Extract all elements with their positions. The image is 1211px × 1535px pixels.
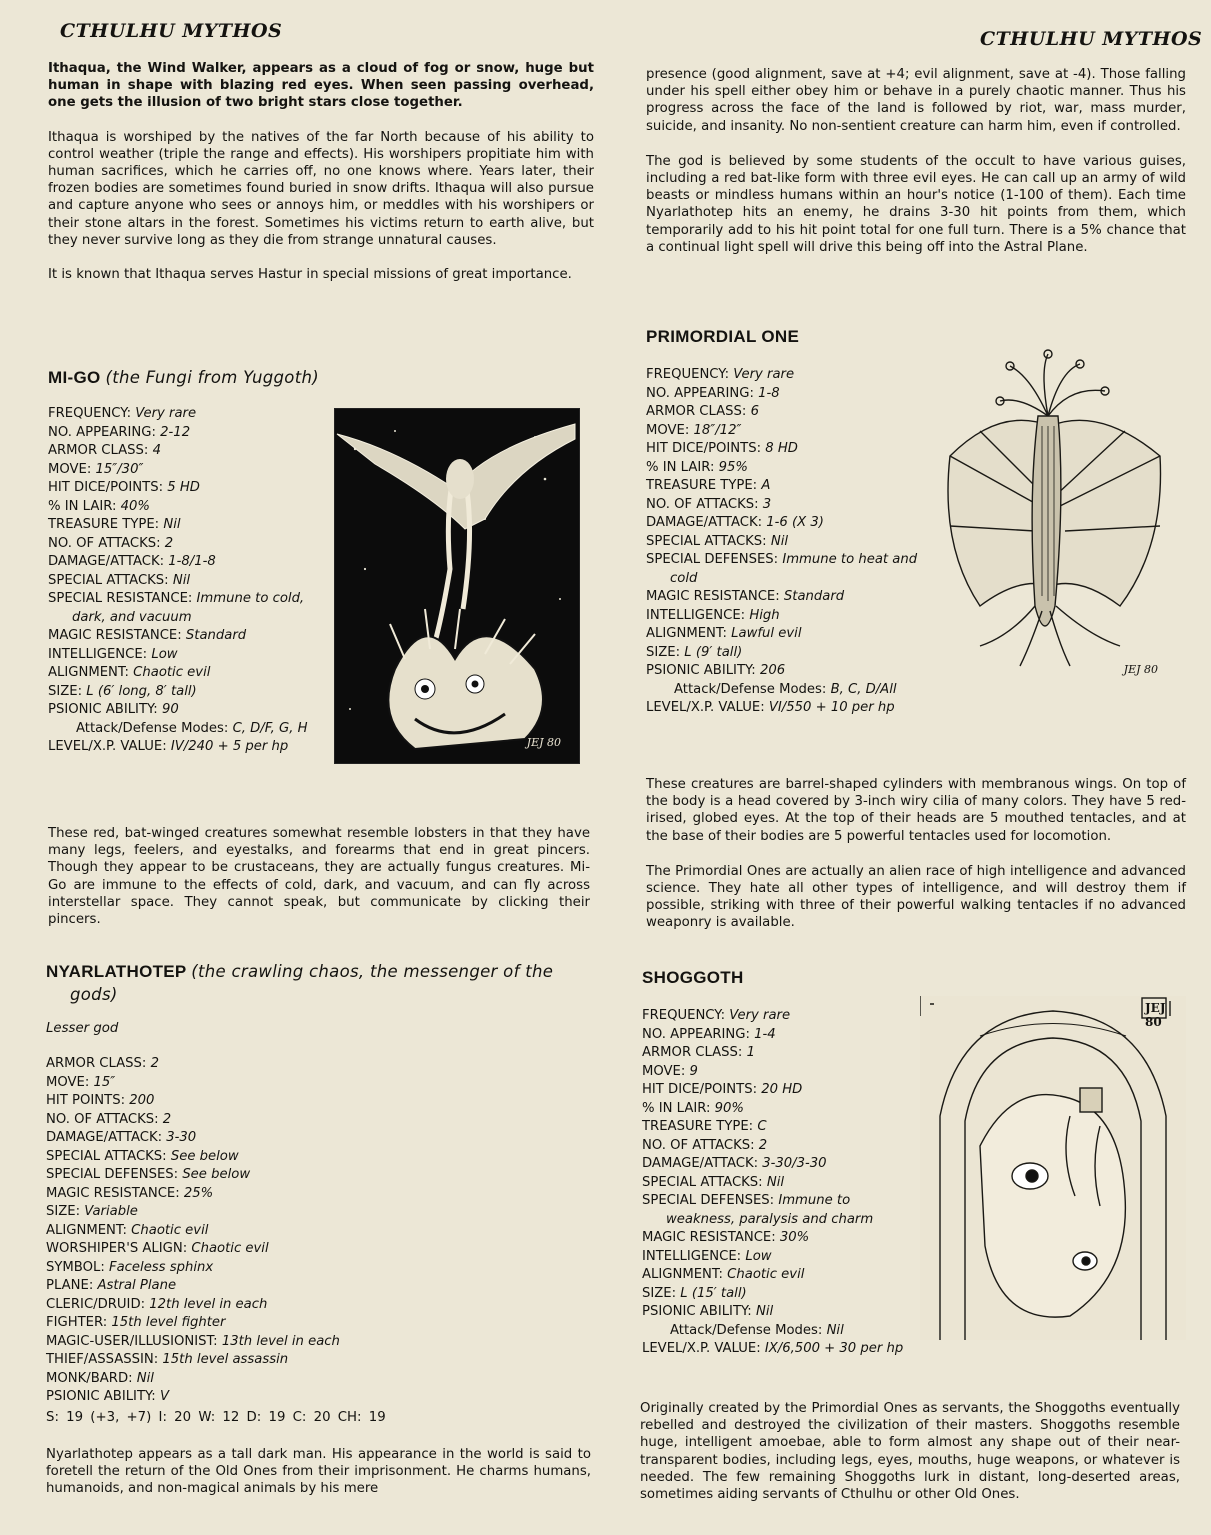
shoggoth-stat-value: IX/6,500 + 30 per hp bbox=[764, 1341, 904, 1356]
migo-stat-value: L (6′ long, 8′ tall) bbox=[86, 683, 197, 699]
shoggoth-stat-value: Nil bbox=[766, 1174, 785, 1190]
migo-drawing bbox=[335, 409, 579, 763]
nyarlathotep-stat-value: 3-30 bbox=[166, 1130, 197, 1146]
shoggoth-stat-label: SIZE: bbox=[642, 1285, 677, 1301]
shoggoth-stat-value: 20 HD bbox=[761, 1082, 803, 1097]
migo-stat-label: SPECIAL RESISTANCE: bbox=[48, 591, 193, 606]
primordial-one-illustration bbox=[920, 346, 1186, 686]
primordial-one-heading: PRIMORDIAL ONE bbox=[646, 327, 800, 346]
primordial-one-stat-label: ARMOR CLASS: bbox=[646, 404, 747, 419]
nyarlathotep-stat-label: PSIONIC ABILITY: bbox=[46, 1389, 156, 1405]
primordial-one-stat-row bbox=[646, 533, 926, 552]
shoggoth-stat-value: 30% bbox=[779, 1230, 810, 1245]
shoggoth-stat-row bbox=[642, 1174, 922, 1193]
nyarlathotep-stat-row bbox=[46, 1166, 591, 1185]
primordial-one-stat-row bbox=[646, 496, 926, 515]
shoggoth-stat-row bbox=[642, 1081, 922, 1100]
primordial-one-stat-row bbox=[646, 662, 926, 681]
nyarlathotep-stat-label: SPECIAL DEFENSES: bbox=[46, 1167, 179, 1183]
nyarlathotep-stat-value: 15th level assassin bbox=[162, 1352, 289, 1368]
shoggoth-stat-row bbox=[642, 1063, 922, 1082]
nyarlathotep-stat-value: Chaotic evil bbox=[131, 1222, 209, 1238]
nyarlathotep-stat-label: THIEF/ASSASSIN: bbox=[46, 1352, 159, 1368]
shoggoth-stat-value: Low bbox=[745, 1248, 772, 1264]
primordial-one-stat-label: SPECIAL DEFENSES: bbox=[646, 552, 779, 567]
migo-stat-row bbox=[48, 498, 323, 517]
nyarlathotep-stat-value: 12th level in each bbox=[149, 1296, 268, 1312]
migo-stat-value: 15″/30″ bbox=[95, 461, 144, 477]
nyarlathotep-stat-value: 15th level fighter bbox=[111, 1315, 226, 1331]
nyarlathotep-stat-value: Astral Plane bbox=[97, 1278, 177, 1294]
nyarlathotep-stat-value: Variable bbox=[84, 1204, 138, 1220]
nyarlathotep-description: Nyarlathotep appears as a tall dark man. His appearance in the world is said to foretell the return of the Old Ones from their imprisonment. He charms humans, humanoids, and non-magical animals by his mere bbox=[46, 1446, 591, 1497]
shoggoth-stat-block bbox=[642, 1007, 922, 1359]
primordial-one-stat-block bbox=[646, 366, 926, 718]
migo-stat-row bbox=[48, 405, 323, 424]
migo-illustration bbox=[334, 408, 580, 764]
nyarlathotep-stat-value: V bbox=[159, 1389, 169, 1405]
shoggoth-stat-row bbox=[642, 1285, 922, 1304]
nyarlathotep-stat-row bbox=[46, 1092, 591, 1111]
migo-stat-value: IV/240 + 5 per hp bbox=[170, 739, 289, 754]
primordial-one-stat-label: NO. APPEARING: bbox=[646, 385, 754, 401]
primordial-one-stat-label: FREQUENCY: bbox=[646, 367, 730, 382]
primordial-one-stat-label: INTELLIGENCE: bbox=[646, 607, 746, 623]
nyarlathotep-heading bbox=[46, 960, 591, 1006]
shoggoth-stat-label: ALIGNMENT: bbox=[642, 1267, 723, 1282]
left-column bbox=[48, 60, 594, 283]
nyarlathotep-stat-label: MONK/BARD: bbox=[46, 1370, 133, 1386]
ithaqua-paragraph-1: Ithaqua, the Wind Walker, appears as a cloud of fog or snow, huge but human in shape with blazing red eyes. When seen passing overhead, one gets the illusion of two bright stars close together. bbox=[48, 61, 594, 111]
migo-stat-row bbox=[48, 664, 323, 683]
shoggoth-stat-row bbox=[642, 1007, 922, 1026]
nyarlathotep-abilities: S: 19 (+3, +7) I: 20 W: 12 D: 19 C: 20 CH: 19 bbox=[46, 1409, 386, 1425]
primordial-one-stat-label: MOVE: bbox=[646, 422, 690, 438]
nyarlathotep-stat-row bbox=[46, 1370, 591, 1389]
primordial-one-stat-row bbox=[646, 681, 926, 700]
nyarlathotep-stat-label: SPECIAL ATTACKS: bbox=[46, 1148, 167, 1164]
nyarlathotep-stat-value: See below bbox=[182, 1167, 251, 1183]
migo-subtitle: (the Fungi from Yuggoth) bbox=[105, 368, 319, 387]
nyarlathotep-stat-label: CLERIC/DRUID: bbox=[46, 1296, 146, 1312]
migo-stat-label: MOVE: bbox=[48, 461, 92, 477]
primordial-one-stat-value: 206 bbox=[759, 663, 786, 678]
shoggoth-stat-value: Nil bbox=[755, 1304, 774, 1319]
shoggoth-stat-label: SPECIAL ATTACKS: bbox=[642, 1174, 763, 1190]
nyarlathotep-stat-label: NO. OF ATTACKS: bbox=[46, 1111, 159, 1127]
primordial-one-stat-row bbox=[646, 422, 926, 441]
migo-stat-label: NO. OF ATTACKS: bbox=[48, 535, 161, 551]
migo-stat-value: Immune to cold, dark, and vacuum bbox=[72, 591, 305, 625]
migo-stat-value: 90 bbox=[161, 702, 179, 717]
shoggoth-heading: SHOGGOTH bbox=[642, 968, 744, 987]
nyarlathotep-stat-label: ALIGNMENT: bbox=[46, 1222, 127, 1238]
shoggoth-stat-row bbox=[642, 1118, 922, 1137]
shoggoth-stat-row bbox=[642, 1229, 922, 1248]
primordial-one-stat-value: Nil bbox=[770, 533, 789, 549]
primordial-one-stat-value: VI/550 + 10 per hp bbox=[768, 700, 895, 715]
shoggoth-stat-label: HIT DICE/POINTS: bbox=[642, 1082, 758, 1097]
migo-stat-row bbox=[48, 479, 323, 498]
migo-stat-row bbox=[48, 683, 323, 702]
migo-stat-label: SPECIAL ATTACKS: bbox=[48, 572, 169, 588]
shoggoth-stat-value: Nil bbox=[826, 1322, 844, 1338]
migo-stat-label: ARMOR CLASS: bbox=[48, 443, 149, 458]
primordial-one-stat-value: A bbox=[761, 478, 771, 493]
primordial-one-stat-row bbox=[646, 699, 926, 718]
nyarlathotep-stat-row bbox=[46, 1111, 591, 1130]
nyarlathotep-stat-value: 200 bbox=[129, 1093, 155, 1109]
migo-heading bbox=[48, 368, 594, 388]
shoggoth-stat-label: SPECIAL DEFENSES: bbox=[642, 1193, 775, 1208]
nyarlathotep-stat-label: MOVE: bbox=[46, 1074, 90, 1090]
migo-stat-value: 5 HD bbox=[167, 480, 200, 495]
shoggoth-stat-value: 1-4 bbox=[754, 1026, 776, 1042]
primordial-one-stat-row bbox=[646, 459, 926, 478]
shoggoth-stat-label: INTELLIGENCE: bbox=[642, 1248, 742, 1264]
shoggoth-stat-label: FREQUENCY: bbox=[642, 1008, 726, 1023]
primordial-one-stat-value: 1-6 (X 3) bbox=[766, 515, 824, 530]
migo-stat-label: HIT DICE/POINTS: bbox=[48, 480, 164, 495]
shoggoth-stat-value: L (15′ tall) bbox=[680, 1285, 747, 1301]
primordial-one-stat-row bbox=[646, 588, 926, 607]
migo-stat-row bbox=[48, 701, 323, 720]
shoggoth-stat-value: 1 bbox=[746, 1045, 755, 1060]
primordial-one-stat-value: 3 bbox=[762, 496, 772, 512]
nyarlathotep-stat-row bbox=[46, 1055, 591, 1074]
shoggoth-stat-value: 3-30/3-30 bbox=[762, 1156, 827, 1171]
primordial-one-stat-value: 18″/12″ bbox=[693, 422, 742, 438]
nyarlathotep-stat-label: ARMOR CLASS: bbox=[46, 1056, 147, 1072]
primordial-one-stat-value: Very rare bbox=[733, 367, 795, 382]
shoggoth-stat-value: 90% bbox=[714, 1100, 744, 1116]
primordial-one-stat-label: % IN LAIR: bbox=[646, 459, 715, 475]
primordial-one-stat-value: 6 bbox=[750, 404, 759, 419]
shoggoth-stat-label: NO. OF ATTACKS: bbox=[642, 1137, 755, 1153]
migo-stat-value: Chaotic evil bbox=[133, 665, 211, 680]
nyarlathotep-stat-row bbox=[46, 1259, 591, 1278]
primordial-one-description-1: These creatures are barrel-shaped cylinders with membranous wings. On top of the body is a head covered by 3-inch wiry cilia of many colors. They have 5 red-irised, globed eyes. At the top of their heads are 5 mouthed tentacles, and at the base of their bodies are 5 powerful tentacles used for locomotion. bbox=[646, 777, 1186, 844]
migo-stat-value: 2-12 bbox=[160, 424, 191, 440]
migo-signature: JEJ 80 bbox=[526, 736, 561, 749]
nyarlathotep-stat-value: See below bbox=[170, 1148, 239, 1164]
primordial-one-stat-row bbox=[646, 514, 926, 533]
running-header-right: CTHULHU MYTHOS bbox=[980, 28, 1203, 50]
migo-stat-label: NO. APPEARING: bbox=[48, 424, 156, 440]
shoggoth-stat-label: % IN LAIR: bbox=[642, 1100, 711, 1116]
nyarlathotep-name: NYARLATHOTEP bbox=[46, 962, 187, 981]
primordial-one-stat-row bbox=[646, 440, 926, 459]
shoggoth-stat-label: PSIONIC ABILITY: bbox=[642, 1304, 752, 1319]
migo-stat-label: SIZE: bbox=[48, 683, 83, 699]
primordial-one-stat-value: L (9′ tall) bbox=[684, 644, 743, 660]
nyarlathotep-stat-label: WORSHIPER'S ALIGN: bbox=[46, 1241, 188, 1257]
shoggoth-description: Originally created by the Primordial Ones as servants, the Shoggoths eventually rebelled and destroyed the civilization of their masters. Shoggoths resemble huge, intelligent amoebae, able to form almost any shape out of their near-transparent bodies, including legs, eyes, mouths, huge weapons, or whatever is needed. The few remaining Shoggoths lurk in distant, long-deserted areas, sometimes aiding servants of Cthulhu or other Old Ones. bbox=[640, 1401, 1180, 1503]
primordial-one-stat-value: Standard bbox=[783, 589, 845, 604]
shoggoth-stat-label: Attack/Defense Modes: bbox=[670, 1322, 823, 1338]
migo-stat-label: % IN LAIR: bbox=[48, 498, 117, 514]
primordial-one-stat-value: Immune to heat and cold bbox=[670, 552, 918, 586]
nyarlathotep-stat-row bbox=[46, 1333, 591, 1352]
shoggoth-stat-value: Chaotic evil bbox=[727, 1267, 805, 1282]
migo-stat-value: 1-8/1-8 bbox=[168, 554, 216, 569]
nyarlathotep-stat-row bbox=[46, 1388, 591, 1407]
nyarlathotep-stat-value: 25% bbox=[183, 1185, 214, 1201]
migo-stat-value: Very rare bbox=[135, 406, 197, 421]
nyarlathotep-continued-2: The god is believed by some students of the occult to have various guises, including a red bat-like form with three evil eyes. He can call up an army of wild beasts or mindless humans within an hour's notice (1-100 of them). Each time Nyarlathotep hits an enemy, he drains 3-30 hit points from them, which temporarily add to his hit point total for one full turn. There is a 5% chance that a continual light spell will drive this being off into the Astral Plane. bbox=[646, 153, 1186, 255]
primordial-one-stat-row bbox=[646, 366, 926, 385]
nyarlathotep-stat-label: SYMBOL: bbox=[46, 1259, 105, 1275]
shoggoth-stat-label: MAGIC RESISTANCE: bbox=[642, 1230, 776, 1245]
migo-stat-label: DAMAGE/ATTACK: bbox=[48, 554, 165, 569]
primordial-one-stat-row bbox=[646, 644, 926, 663]
migo-stat-row bbox=[48, 553, 323, 572]
nyarlathotep-stat-label: SIZE: bbox=[46, 1204, 81, 1220]
primordial-one-stat-label: SIZE: bbox=[646, 644, 681, 660]
shoggoth-stat-row bbox=[642, 1100, 922, 1119]
migo-stat-label: Attack/Defense Modes: bbox=[76, 720, 229, 736]
nyarlathotep-stat-label: PLANE: bbox=[46, 1278, 94, 1294]
shoggoth-stat-row bbox=[642, 1322, 922, 1341]
migo-stat-row bbox=[48, 442, 323, 461]
migo-stat-row bbox=[48, 720, 323, 739]
primordial-one-stat-label: Attack/Defense Modes: bbox=[674, 681, 827, 697]
nyarlathotep-stat-row bbox=[46, 1277, 591, 1296]
shoggoth-stat-value: Immune to weakness, paralysis and charm bbox=[666, 1193, 874, 1227]
shoggoth-stat-label: DAMAGE/ATTACK: bbox=[642, 1156, 759, 1171]
primordial-one-stat-row bbox=[646, 607, 926, 626]
migo-stat-value: C, D/F, G, H bbox=[232, 720, 308, 736]
primordial-one-description-2: The Primordial Ones are actually an alien race of high intelligence and advanced science. They hate all other types of intelligence, and will destroy them if possible, striking with three of their powerful walking tentacles if no advanced weaponry is available. bbox=[646, 863, 1186, 931]
nyarlathotep-stat-block bbox=[46, 1055, 591, 1407]
nyarlathotep-stat-row bbox=[46, 1296, 591, 1315]
nyarlathotep-stat-value: Chaotic evil bbox=[191, 1241, 269, 1257]
migo-stat-value: Standard bbox=[185, 628, 247, 643]
shoggoth-stat-row bbox=[642, 1192, 922, 1229]
shoggoth-stat-label: ARMOR CLASS: bbox=[642, 1045, 743, 1060]
shoggoth-illustration bbox=[920, 996, 1186, 1340]
primordial-one-signature: JEJ 80 bbox=[1123, 663, 1158, 676]
primordial-one-stat-row bbox=[646, 625, 926, 644]
nyarlathotep-stat-value: Nil bbox=[136, 1370, 154, 1386]
primordial-one-stat-label: NO. OF ATTACKS: bbox=[646, 496, 759, 512]
shoggoth-signature: JEJ 80 bbox=[1145, 1001, 1166, 1029]
shoggoth-stat-label: MOVE: bbox=[642, 1063, 686, 1079]
primordial-one-stat-label: ALIGNMENT: bbox=[646, 626, 727, 641]
primordial-one-stat-label: SPECIAL ATTACKS: bbox=[646, 533, 767, 549]
nyarlathotep-stat-row bbox=[46, 1240, 591, 1259]
migo-stat-label: MAGIC RESISTANCE: bbox=[48, 628, 182, 643]
nyarlathotep-stat-row bbox=[46, 1222, 591, 1241]
migo-stat-block bbox=[48, 405, 323, 757]
primordial-one-stat-label: MAGIC RESISTANCE: bbox=[646, 589, 780, 604]
migo-stat-value: Nil bbox=[163, 517, 181, 532]
primordial-one-stat-value: Lawful evil bbox=[731, 626, 802, 641]
migo-description: These red, bat-winged creatures somewhat resemble lobsters in that they have many legs, feelers, and eyestalks, and forearms that end in great pincers. Though they appear to be crustaceans, they are actually fungus creatures. Mi-Go are immune to the effects of cold, dark, and vacuum, and can fly across interstellar space. They cannot speak, but communicate by clicking their pincers. bbox=[48, 826, 590, 928]
nyarlathotep-stat-value: Faceless sphinx bbox=[109, 1259, 214, 1275]
migo-stat-row bbox=[48, 461, 323, 480]
nyarlathotep-stat-label: MAGIC-USER/ILLUSIONIST: bbox=[46, 1333, 218, 1349]
primordial-one-stat-row bbox=[646, 385, 926, 404]
shoggoth-stat-row bbox=[642, 1155, 922, 1174]
migo-stat-value: 40% bbox=[120, 498, 150, 514]
primordial-one-stat-value: B, C, D/All bbox=[830, 681, 897, 697]
shoggoth-stat-row bbox=[642, 1248, 922, 1267]
migo-stat-row bbox=[48, 535, 323, 554]
shoggoth-stat-label: NO. APPEARING: bbox=[642, 1026, 750, 1042]
nyarlathotep-stat-label: HIT POINTS: bbox=[46, 1093, 126, 1109]
migo-stat-row bbox=[48, 572, 323, 591]
nyarlathotep-stat-row bbox=[46, 1129, 591, 1148]
migo-stat-label: PSIONIC ABILITY: bbox=[48, 702, 158, 717]
nyarlathotep-continued-1: presence (good alignment, save at +4; evil alignment, save at -4). Those falling under his spell either obey him or behave in a purely chaotic manner. Thus his progress across the face of the land is followed by riot, war, mass murder, suicide, and insanity. No non-sentient creature can harm him, even if controlled. bbox=[646, 67, 1186, 134]
primordial-one-stat-row bbox=[646, 403, 926, 422]
migo-stat-value: 2 bbox=[164, 535, 174, 551]
migo-stat-label: INTELLIGENCE: bbox=[48, 646, 148, 662]
migo-stat-value: Nil bbox=[172, 572, 191, 588]
migo-stat-row bbox=[48, 738, 323, 757]
nyarlathotep-stat-row bbox=[46, 1148, 591, 1167]
nyarlathotep-subtitle: (the crawling chaos, the messenger of the gods) bbox=[70, 962, 554, 1004]
nyarlathotep-stat-row bbox=[46, 1074, 591, 1093]
nyarlathotep-stat-label: FIGHTER: bbox=[46, 1315, 108, 1331]
primordial-one-drawing bbox=[920, 346, 1186, 686]
primordial-one-stat-value: 8 HD bbox=[765, 441, 798, 456]
nyarlathotep-stat-value: 2 bbox=[150, 1056, 159, 1072]
shoggoth-stat-value: 9 bbox=[689, 1063, 698, 1079]
nyarlathotep-stat-row bbox=[46, 1351, 591, 1370]
primordial-one-stat-label: PSIONIC ABILITY: bbox=[646, 663, 756, 678]
ithaqua-paragraph-3: It is known that Ithaqua serves Hastur in special missions of great importance. bbox=[48, 267, 572, 283]
migo-name: MI-GO bbox=[48, 368, 101, 387]
primordial-one-stat-value: High bbox=[749, 607, 780, 623]
nyarlathotep-stat-label: DAMAGE/ATTACK: bbox=[46, 1130, 163, 1146]
primordial-one-stat-value: 95% bbox=[718, 459, 748, 475]
ithaqua-paragraph-2: Ithaqua is worshiped by the natives of the far North because of his ability to control weather (triple the range and effects). His worshipers propitiate him with human sacrifices, which he carries off, no one knows where. Years later, their frozen bodies are sometimes found buried in snow drifts. Ithaqua will also pursue and capture anyone who sees or annoys him, or meddles with his worshipers or their stone altars in the forest. Sometimes his victims return to earth alive, but they never survive long as they die from strange unnatural causes. bbox=[48, 129, 594, 248]
nyarlathotep-rank: Lesser god bbox=[46, 1021, 119, 1036]
migo-stat-row bbox=[48, 646, 323, 665]
nyarlathotep-stat-row bbox=[46, 1185, 591, 1204]
primordial-one-stat-row bbox=[646, 477, 926, 496]
migo-stat-row bbox=[48, 424, 323, 443]
migo-stat-label: LEVEL/X.P. VALUE: bbox=[48, 739, 167, 754]
migo-stat-value: Low bbox=[151, 646, 178, 662]
primordial-one-stat-label: LEVEL/X.P. VALUE: bbox=[646, 700, 765, 715]
primordial-one-stat-label: HIT DICE/POINTS: bbox=[646, 441, 762, 456]
nyarlathotep-stat-row bbox=[46, 1203, 591, 1222]
nyarlathotep-stat-value: 15″ bbox=[93, 1074, 116, 1090]
migo-stat-label: FREQUENCY: bbox=[48, 406, 132, 421]
migo-stat-label: TREASURE TYPE: bbox=[48, 517, 160, 532]
shoggoth-stat-value: 2 bbox=[758, 1137, 768, 1153]
shoggoth-stat-row bbox=[642, 1026, 922, 1045]
nyarlathotep-stat-value: 2 bbox=[162, 1111, 172, 1127]
running-header-left: CTHULHU MYTHOS bbox=[60, 20, 283, 42]
shoggoth-stat-row bbox=[642, 1266, 922, 1285]
shoggoth-stat-value: C bbox=[757, 1119, 767, 1134]
migo-stat-row bbox=[48, 516, 323, 535]
migo-stat-label: ALIGNMENT: bbox=[48, 665, 129, 680]
shoggoth-stat-row bbox=[642, 1044, 922, 1063]
primordial-one-stat-value: 1-8 bbox=[758, 385, 780, 401]
nyarlathotep-stat-label: MAGIC RESISTANCE: bbox=[46, 1185, 180, 1201]
nyarlathotep-stat-row bbox=[46, 1314, 591, 1333]
shoggoth-stat-row bbox=[642, 1137, 922, 1156]
nyarlathotep-stat-value: 13th level in each bbox=[221, 1333, 340, 1349]
primordial-one-stat-label: TREASURE TYPE: bbox=[646, 478, 758, 493]
migo-stat-row bbox=[48, 590, 323, 627]
migo-stat-row bbox=[48, 627, 323, 646]
migo-stat-value: 4 bbox=[152, 443, 161, 458]
shoggoth-stat-row bbox=[642, 1340, 922, 1359]
shoggoth-stat-value: Very rare bbox=[729, 1008, 791, 1023]
primordial-one-stat-label: DAMAGE/ATTACK: bbox=[646, 515, 763, 530]
shoggoth-stat-label: TREASURE TYPE: bbox=[642, 1119, 754, 1134]
shoggoth-stat-label: LEVEL/X.P. VALUE: bbox=[642, 1341, 761, 1356]
primordial-one-stat-row bbox=[646, 551, 926, 588]
shoggoth-stat-row bbox=[642, 1303, 922, 1322]
shoggoth-drawing bbox=[920, 996, 1186, 1340]
